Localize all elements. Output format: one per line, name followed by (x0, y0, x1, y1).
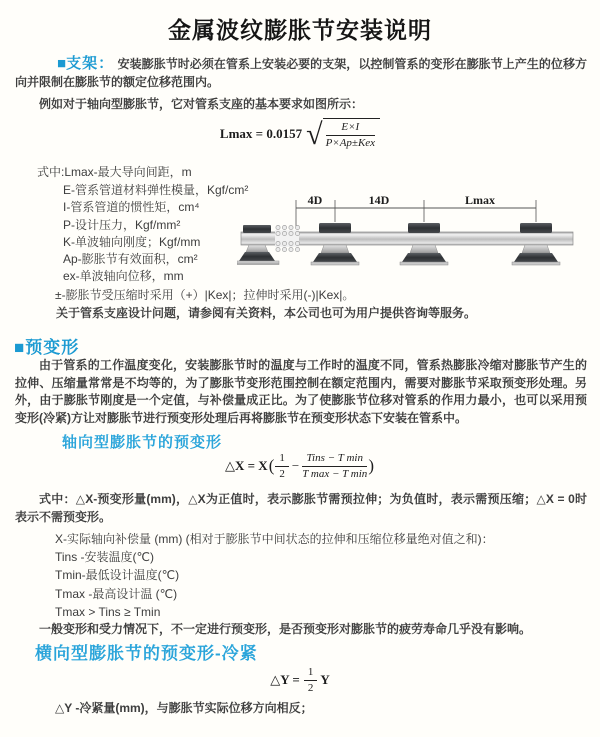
axial-predeform-formula (0, 452, 600, 480)
support-section-heading: 支架： (66, 55, 115, 72)
dimension-label-4d: 4D (307, 193, 323, 207)
fraction-denominator: T max − T min (302, 467, 368, 480)
definition-list (63, 182, 248, 286)
fraction-numerator: 1 (304, 666, 318, 681)
support-intro-paragraph (15, 55, 587, 91)
predeform-heading-text: 预变形 (25, 338, 80, 357)
definition-line: I-管系管道的惯性矩，cm⁴ (63, 200, 200, 215)
fraction-numerator: 1 (275, 452, 289, 467)
variable-line: Tmax > Tins ≥ Tmin (55, 604, 161, 619)
fraction-denominator: 2 (279, 467, 285, 480)
lateral-subsection-heading: 横向型膨胀节的预变形-冷紧 (35, 644, 258, 663)
section-square-icon: ■ (14, 338, 26, 357)
predeform-body-paragraph: 由于管系的工作温度变化，安装膨胀节时的温度与工作时的温度不同，管系热膨胀冷缩对膨胀节产生的拉伸、压缩量常常是不均等的，为了膨胀节变形范围控制在额定范围内，需要对膨胀节采取预变形处理。另外，由于膨胀节刚度是一个定值，与补偿量成正比。为了使膨胀节位移对管系的作用力最小，也可以采用预变形(冷紧)方让对膨胀节进行预变形处理后再将膨胀节在预变形状态下安装在管系中。 (15, 358, 587, 425)
axial-explain-paragraph: 式中：△X-预变形量(mm)，△X为正值时，表示膨胀节需预拉伸；为负值时，表示需预压缩；△X = 0时表示不需预变形。 (15, 492, 587, 524)
page-title: 金属波纹膨胀节安装说明 (168, 17, 432, 43)
lmax-formula (0, 118, 600, 149)
support-intro-text: 安装膨胀节时必须在管系上安装必要的支架，以控制管系的变形在膨胀节上产生的位移方向并限制在膨胀节的额定位移范围内。 (15, 57, 587, 89)
radical-sign: √ (306, 117, 323, 151)
dimension-label-lmax: Lmax (465, 193, 495, 207)
lateral-explain-line: △Y -冷紧量(mm)，与膨胀节实际位移方向相反； (55, 701, 313, 715)
definition-line: K-单波轴向刚度；Kgf/mm (63, 234, 201, 249)
minus-operator: − (291, 458, 300, 474)
lmax-formula-lhs: Lmax = 0.0157 (219, 125, 303, 141)
section-square-icon: ■ (57, 55, 67, 72)
lmax-fraction-numerator: E×I (326, 121, 376, 136)
lmax-fraction (326, 121, 376, 149)
support-note-line: 关于管系支座设计问题，请参阅有关资料，本公司也可为用户提供咨询等服务。 (56, 306, 477, 320)
bellows-icon (275, 225, 300, 251)
axial-subsection-heading: 轴向型膨胀节的预变形 (62, 434, 223, 451)
axial-formula-lhs: △X = X (225, 458, 268, 474)
definition-line: ex-单波轴向位移，mm (63, 269, 184, 284)
variable-line: Tins -安装温度(℃) (55, 550, 155, 565)
pipe-support-diagram (237, 190, 592, 285)
support-example-line: 例如对于轴向型膨胀节，它对管系支座的基本要求如图所示： (39, 97, 364, 111)
one-half-fraction (275, 452, 289, 480)
axial-closing-paragraph: 一般变形和受力情况下，不一定进行预变形，是否预变形对膨胀节的疲劳寿命几乎没有影响。 (39, 622, 532, 636)
sqrt-radical (306, 118, 380, 149)
variable-line: Tmin-最低设计温度(℃) (55, 568, 180, 583)
variable-line: X-实际轴向补偿量 (mm) (相对于膨胀节中间状态的拉伸和压缩位移量绝对值之和)： (55, 532, 494, 546)
variable-line: Tmax -最高设计温 (℃) (55, 586, 178, 601)
lmax-fraction-denominator: P×Ap±Kex (325, 136, 376, 149)
open-paren: ( (268, 456, 275, 476)
definition-intro: 式中:Lmax-最大导向间距，m (37, 165, 192, 179)
definition-line: P-设计压力，Kgf/mm² (63, 217, 181, 232)
axial-variable-list (55, 530, 494, 621)
dimension-label-14d: 14D (368, 193, 390, 207)
temperature-fraction (302, 452, 367, 480)
lateral-formula-rhs: Y (320, 672, 330, 688)
close-paren: ) (368, 456, 374, 476)
fraction-denominator: 2 (307, 681, 314, 694)
lateral-formula-lhs: △Y = (270, 672, 300, 688)
one-half-fraction (304, 666, 318, 694)
plus-minus-rule-line: ±-膨胀节受压缩时采用（+）|Kex|；拉伸时采用(-)|Kex|。 (55, 288, 355, 302)
lateral-coldpull-formula (0, 666, 600, 694)
definition-line: Ap-膨胀节有效面积，cm² (63, 252, 198, 267)
definition-line: E-管系管道材料弹性模量，Kgf/cm² (63, 183, 249, 197)
predeform-section-heading (14, 333, 79, 358)
fraction-numerator: Tins − T min (302, 452, 367, 467)
